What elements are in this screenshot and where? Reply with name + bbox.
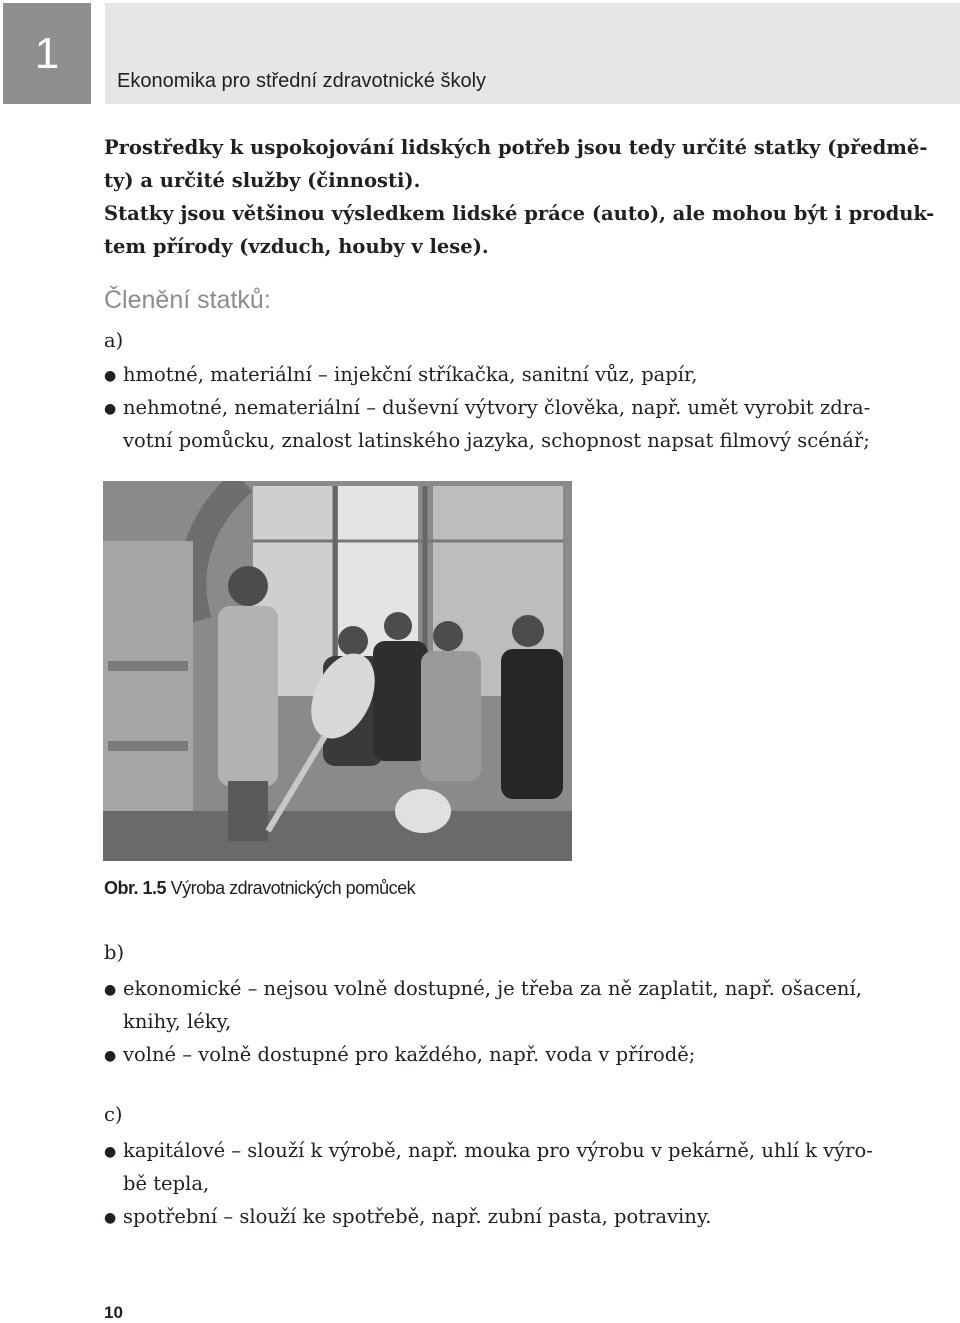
- list-item-continuation: votní pomůcku, znalost latinského jazyka, schopnost napsat filmový scénář;: [123, 429, 870, 452]
- group-b-marker: b): [104, 941, 125, 964]
- list-item: ekonomické – nejsou volně dostupné, je třeba za ně zaplatit, např. ošacení,: [123, 977, 862, 1000]
- bullet-icon: ●: [104, 1048, 117, 1064]
- list-item: kapitálové – slouží k výrobě, např. mouka pro výrobu v pekárně, uhlí k výro-: [123, 1139, 873, 1162]
- figure-caption-text: Výroba zdravotnických pomůcek: [170, 878, 416, 898]
- figure-label: Obr. 1.5: [104, 878, 167, 898]
- list-item-continuation: knihy, léky,: [123, 1010, 232, 1033]
- list-item: spotřební – slouží ke spotřebě, např. zubní pasta, potraviny.: [123, 1205, 712, 1228]
- bullet-icon: ●: [104, 401, 117, 417]
- group-a-marker: a): [104, 329, 124, 352]
- intro-line: ty) a určité služby (činnosti).: [104, 169, 421, 192]
- workshop-photo: [103, 481, 572, 861]
- running-header-title: Ekonomika pro střední zdravotnické školy: [117, 70, 487, 92]
- chapter-number: 1: [34, 28, 60, 78]
- bullet-icon: ●: [104, 368, 117, 384]
- intro-line: tem přírody (vzduch, houby v lese).: [104, 235, 489, 258]
- bullet-icon: ●: [104, 1210, 117, 1226]
- chapter-number-box: [3, 3, 91, 104]
- bullet-icon: ●: [104, 1144, 117, 1160]
- group-c-marker: c): [104, 1103, 123, 1126]
- list-item: hmotné, materiální – injekční stříkačka, sanitní vůz, papír,: [123, 363, 698, 386]
- list-item: nehmotné, nemateriální – duševní výtvory člověka, např. umět vyrobit zdra-: [123, 396, 871, 419]
- page-number: 10: [104, 1303, 123, 1322]
- section-heading: Členění statků:: [104, 286, 271, 314]
- figure-caption: [104, 878, 415, 899]
- list-item: volné – volně dostupné pro každého, např. voda v přírodě;: [123, 1043, 696, 1066]
- list-item-continuation: bě tepla,: [123, 1172, 210, 1195]
- bullet-icon: ●: [104, 982, 117, 998]
- intro-line: Statky jsou většinou výsledkem lidské práce (auto), ale mohou být i produk-: [104, 202, 935, 225]
- intro-line: Prostředky k uspokojování lidských potřeb jsou tedy určité statky (předmě-: [104, 136, 928, 159]
